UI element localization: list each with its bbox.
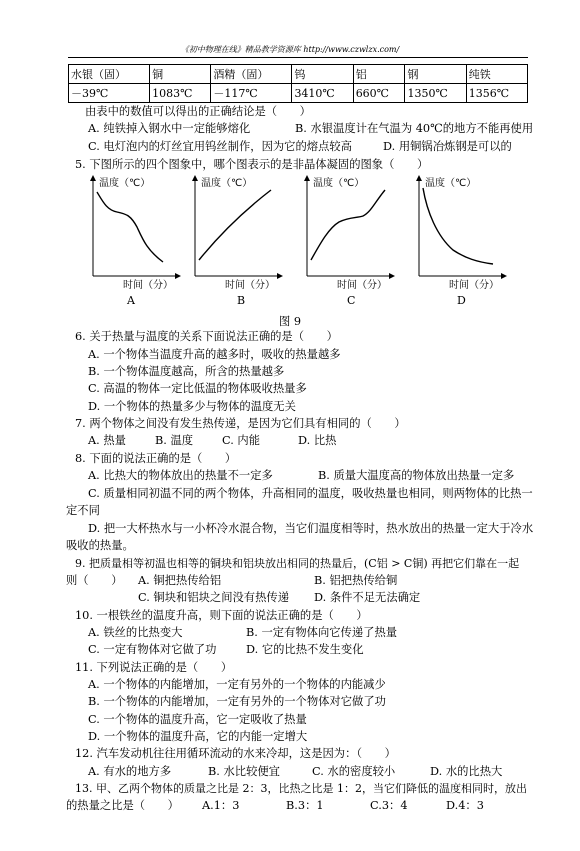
table-cell: 水银（固） xyxy=(69,65,150,84)
q8-option-c-line2: 定不同 xyxy=(66,504,100,517)
graph-d-xlabel: 时间（分） xyxy=(449,280,499,291)
cooling-graphs xyxy=(85,172,525,312)
graph-a-ylabel: 温度（℃） xyxy=(99,178,151,189)
q13-stem-line1: 13. 甲、乙两个物体的质量之比是 2：3，比热之比是 1：2，当它们降低的温度相同时，放出 xyxy=(75,782,527,795)
q4-stem: 由表中的数值可以得出的正确结论是（ ） xyxy=(85,105,311,118)
q12-option-c: C. 水的密度较小 xyxy=(312,765,396,778)
table-cell: 纯铁 xyxy=(466,65,527,84)
q6-option-b: B. 一个物体温度越高，所含的热量越多 xyxy=(88,365,285,378)
melting-point-table xyxy=(68,64,528,103)
q4-option-c: C. 电灯泡内的灯丝宜用钨丝制作，因为它的熔点较高 xyxy=(88,140,352,153)
graph-a-xlabel: 时间（分） xyxy=(123,280,173,291)
q9-option-d: D. 条件不足无法确定 xyxy=(314,591,421,604)
graph-b-xlabel: 时间（分） xyxy=(225,280,275,291)
graph-c-label: C xyxy=(347,294,356,307)
graph-d xyxy=(419,176,506,307)
table-cell: 钨 xyxy=(292,65,353,84)
q6-option-d: D. 一个物体的热量多少与物体的温度无关 xyxy=(88,400,296,413)
q13-stem-line2: 的热量之比是（ ） xyxy=(66,799,179,812)
table-cell: 钢 xyxy=(405,65,466,84)
page-header: 《初中物理在线》精品教学资源库 http://www.czwlzx.com/ xyxy=(180,45,400,54)
q11-option-c: C. 一个物体的温度升高，它一定吸收了热量 xyxy=(88,713,307,726)
graph-d-ylabel: 温度（℃） xyxy=(425,178,477,189)
q4-option-b: B. 水银温度计在气温为 40℃的地方不能再使用 xyxy=(295,122,534,135)
q11-option-b: B. 一个物体的内能增加，一定有另外的一个物体对它做了功 xyxy=(88,695,386,708)
q6-option-c: C. 高温的物体一定比低温的物体吸收热量多 xyxy=(88,382,307,395)
q7-option-a: A. 热量 xyxy=(88,434,126,447)
q13-option-a: A.1：3 xyxy=(202,799,240,812)
table-cell: 1350℃ xyxy=(405,84,466,103)
q7-option-d: D. 比热 xyxy=(298,434,337,447)
q8-option-d-line2: 吸收的热量。 xyxy=(66,539,134,552)
table-cell: 1083℃ xyxy=(150,84,211,103)
q9-stem-line2: 则（ ） xyxy=(66,574,123,587)
q10-option-d: D. 它的比热不发生变化 xyxy=(246,643,364,656)
q12-option-d: D. 水的比热大 xyxy=(430,765,503,778)
q7-option-b: B. 温度 xyxy=(155,434,194,447)
q4-option-a: A. 纯铁掉入钢水中一定能够熔化 xyxy=(88,122,251,135)
q8-option-a: A. 比热大的物体放出的热量不一定多 xyxy=(88,469,273,482)
q10-option-b: B. 一定有物体向它传递了热量 xyxy=(246,626,398,639)
q10-option-a: A. 铁丝的比热变大 xyxy=(88,626,183,639)
q8-stem: 8. 下面的说法正确的是（ ） xyxy=(75,452,237,465)
table-cell: 铜 xyxy=(150,65,211,84)
table-cell: 铝 xyxy=(353,65,405,84)
q7-stem: 7. 两个物体之间没有发生热传递，是因为它们具有相同的（ ） xyxy=(75,417,406,430)
q4-option-d: D. 用铜锅冶炼钢是可以的 xyxy=(383,140,512,153)
graph-b-ylabel: 温度（℃） xyxy=(201,178,253,189)
q8-option-c-line1: C. 质量相同初温不同的两个物体，升高相同的温度，吸收热量也相同，则两物体的比热一 xyxy=(88,487,533,500)
table-cell: －117℃ xyxy=(211,84,292,103)
q12-option-b: B. 水比较便宜 xyxy=(208,765,280,778)
graph-c-xlabel: 时间（分） xyxy=(337,280,387,291)
figure-caption: 图 9 xyxy=(278,315,302,328)
q8-option-b: B. 质量大温度高的物体放出热量一定多 xyxy=(318,469,515,482)
table-cell: 660℃ xyxy=(353,84,405,103)
table-row xyxy=(69,65,528,84)
graph-a-label: A xyxy=(127,294,135,307)
q13-option-c: C.3：4 xyxy=(370,799,408,812)
q11-stem: 11. 下列说法正确的是（ ） xyxy=(75,661,233,674)
q9-stem-line1: 9. 把质量相等初温也相等的铜块和铝块放出相同的热量后，(C铝 > C铜) 再把它们靠在一起 xyxy=(75,557,520,570)
graph-b xyxy=(195,176,282,307)
q9-option-b: B. 铝把热传给铜 xyxy=(314,574,398,587)
q12-option-a: A. 有水的地方多 xyxy=(88,765,172,778)
q6-stem: 6. 关于热量与温度的关系下面说法正确的是（ ） xyxy=(75,330,338,343)
q6-option-a: A. 一个物体当温度升高的越多时，吸收的热量越多 xyxy=(88,348,341,361)
q9-option-c: C. 铜块和铝块之间没有热传递 xyxy=(138,591,289,604)
q12-stem: 12. 汽车发动机往往用循环流动的水来冷却，这是因为：（ ） xyxy=(75,747,396,760)
header-rule xyxy=(68,57,528,58)
table-cell: 1356℃ xyxy=(466,84,527,103)
q11-option-a: A. 一个物体的内能增加，一定有另外的一个物体的内能减少 xyxy=(88,678,386,691)
table-cell: －39℃ xyxy=(69,84,150,103)
q5-stem: 5. 下图所示的四个图象中，哪个图表示的是非晶体凝固的图象（ ） xyxy=(75,158,429,171)
q13-option-d: D.4：3 xyxy=(446,799,484,812)
q11-option-d: D. 一个物体的温度升高，它的内能一定增大 xyxy=(88,730,308,743)
q13-option-b: B.3：1 xyxy=(286,799,324,812)
graph-a xyxy=(93,176,180,307)
q9-option-a: A. 铜把热传给铝 xyxy=(138,574,222,587)
q10-stem: 10. 一根铁丝的温度升高，则下面的说法正确的是（ ） xyxy=(75,609,368,622)
q10-option-c: C. 一定有物体对它做了功 xyxy=(88,643,217,656)
table-cell: 酒精（固） xyxy=(211,65,292,84)
graph-b-label: B xyxy=(237,294,246,307)
graph-c xyxy=(307,176,394,307)
q8-option-d-line1: D. 把一大杯热水与一小杯冷水混合物，当它们温度相等时，热水放出的热量一定大于冷水 xyxy=(88,522,534,535)
graph-c-ylabel: 温度（℃） xyxy=(313,178,365,189)
table-row xyxy=(69,84,528,103)
graph-d-label: D xyxy=(457,294,466,307)
q7-option-c: C. 内能 xyxy=(222,434,261,447)
table-cell: 3410℃ xyxy=(292,84,353,103)
